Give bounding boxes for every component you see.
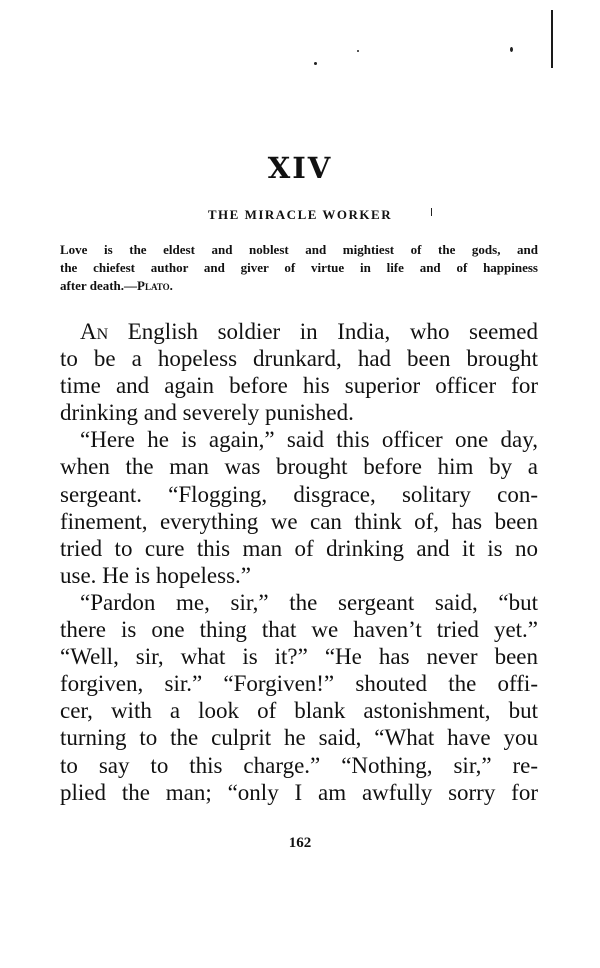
epigraph-line: Love is the eldest and noblest and mightiest of the gods, and	[60, 242, 538, 257]
body-line-text: English soldier in India, who seemed	[108, 319, 538, 344]
chapter-title: THE MIRACLE WORKER	[207, 207, 393, 222]
body-line: to say to this charge.” “Nothing, sir,” re-	[60, 752, 538, 778]
print-speck	[314, 62, 317, 65]
body-line: sergeant. “Flogging, disgrace, solitary con-	[60, 481, 538, 507]
print-speck	[510, 47, 513, 52]
epigraph-text: after death.—	[60, 278, 138, 293]
body-line: there is one thing that we haven’t tried yet.”	[60, 617, 538, 643]
body-line: “Here he is again,” said this officer one day,	[80, 427, 538, 453]
body-line: to be a hopeless drunkard, had been brought	[60, 346, 538, 372]
epigraph	[60, 241, 538, 295]
body-text	[60, 318, 538, 806]
page-number: 162	[288, 835, 312, 851]
body-line	[60, 318, 538, 345]
epigraph-attribution: Plato.	[137, 278, 173, 293]
chapter-number: XIV	[267, 151, 333, 185]
body-line: time and again before his superior officer for	[60, 373, 538, 399]
page-edge-line	[551, 10, 553, 68]
body-line: when the man was brought before him by a	[60, 454, 538, 480]
body-line: forgiven, sir.” “Forgiven!” shouted the offi-	[60, 671, 538, 697]
body-line: drinking and severely punished.	[60, 400, 354, 426]
print-speck	[357, 50, 359, 52]
body-line: “Well, sir, what is it?” “He has never been	[60, 644, 538, 670]
opening-word: An	[80, 319, 109, 344]
body-line: plied the man; “only I am awfully sorry for	[60, 779, 538, 805]
body-line: tried to cure this man of drinking and it is no	[60, 535, 538, 561]
epigraph-last-line	[60, 277, 538, 295]
body-line: turning to the culprit he said, “What have you	[60, 725, 538, 751]
body-line: cer, with a look of blank astonishment, but	[60, 698, 538, 724]
body-line: “Pardon me, sir,” the sergeant said, “but	[80, 589, 538, 615]
epigraph-line: the chiefest author and giver of virtue in life and of happiness	[60, 260, 538, 275]
body-line: finement, everything we can think of, has been	[60, 508, 538, 534]
body-line: use. He is hopeless.”	[60, 562, 251, 588]
